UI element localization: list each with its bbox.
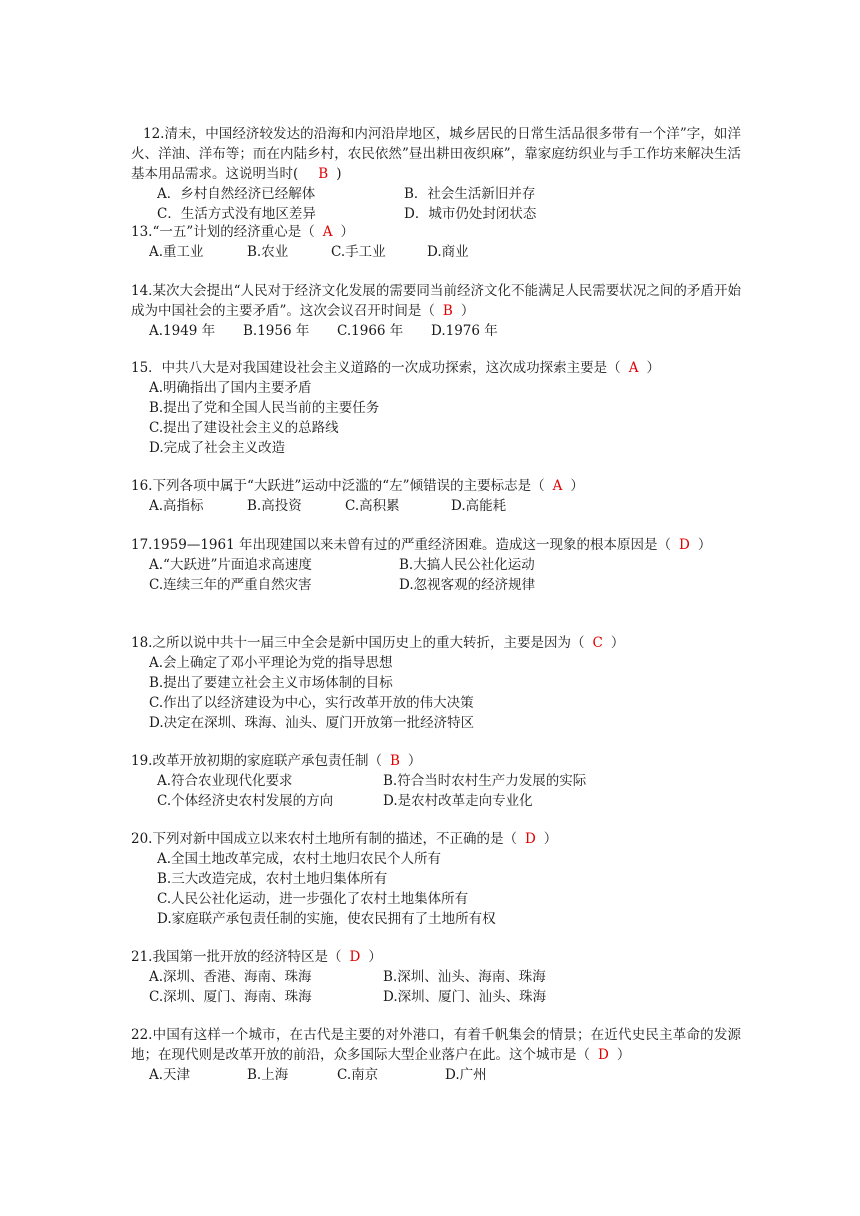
- answer-mark: A: [628, 360, 639, 376]
- option-c: C.高积累: [345, 498, 400, 514]
- option-b: B.农业: [247, 244, 289, 260]
- option-d: D.决定在深圳、珠海、汕头、厦门开放第一批经济特区: [149, 715, 475, 731]
- question-13: [131, 222, 741, 262]
- question-20: [131, 829, 741, 929]
- options: [131, 321, 741, 341]
- option-a: A.天津: [149, 1067, 191, 1083]
- option-c: C.南京: [337, 1067, 379, 1083]
- answer-mark: A: [322, 224, 333, 240]
- question-stem: 19.改革开放初期的家庭联产承包责任制（ B ）: [131, 753, 422, 769]
- option-c: C.提出了建设社会主义的总路线: [149, 420, 339, 436]
- options: [131, 555, 741, 595]
- question-15: [131, 358, 741, 458]
- option-d: D.深圳、厦门、汕头、珠海: [383, 989, 547, 1005]
- option-a: A.高指标: [149, 498, 204, 514]
- option-d: D.1976 年: [431, 323, 498, 339]
- question-19: [131, 751, 741, 811]
- option-b: B.提出了党和全国人民当前的主要任务: [149, 400, 380, 416]
- option-d: D.家庭联产承包责任制的实施，使农民拥有了土地所有权: [157, 911, 496, 927]
- option-c: C.人民公社化运动，进一步强化了农村土地集体所有: [157, 891, 469, 907]
- option-c: C.连续三年的严重自然灾害: [149, 577, 312, 593]
- option-c: C.个体经济史农村发展的方向: [157, 793, 334, 809]
- options: [131, 496, 741, 516]
- option-a: A.全国土地改革完成，农村土地归农民个人所有: [157, 851, 442, 867]
- option-a: A．乡村自然经济已经解体: [157, 186, 316, 202]
- answer-mark: B: [318, 166, 329, 182]
- option-b: B.符合当时农村生产力发展的实际: [383, 773, 587, 789]
- option-b: B.1956 年: [243, 323, 310, 339]
- options: [131, 184, 741, 224]
- option-c: C.1966 年: [337, 323, 404, 339]
- answer-mark: A: [552, 478, 563, 494]
- answer-mark: D: [678, 537, 690, 553]
- question-16: [131, 476, 741, 516]
- option-c: C．生活方式没有地区差异: [157, 206, 316, 222]
- option-b: B.深圳、汕头、海南、珠海: [383, 969, 546, 985]
- answer-mark: B: [389, 753, 400, 769]
- question-stem: 21.我国第一批开放的经济特区是（ D ）: [131, 949, 382, 965]
- question-17: [131, 535, 741, 595]
- option-b: B.高投资: [247, 498, 302, 514]
- question-12: [131, 124, 741, 224]
- option-a: A.深圳、香港、海南、珠海: [149, 969, 312, 985]
- question-stem: 12.清末，中国经济较发达的沿海和内河沿岸地区，城乡居民的日常生活品很多带有一个洋”字，如洋火、洋油、洋布等；而在内陆乡村，农民依然”昼出耕田夜织麻”，靠家庭纺织业与手工作坊来解决生活基本用品需求。这说明当时( B ): [131, 126, 741, 182]
- options: [131, 849, 741, 929]
- option-d: D.是农村改革走向专业化: [383, 793, 533, 809]
- options: [131, 242, 741, 262]
- options: [131, 378, 741, 458]
- question-stem: 18.之所以说中共十一届三中全会是新中国历史上的重大转折，主要是因为（ C ）: [131, 635, 625, 651]
- option-d: D.商业: [427, 244, 469, 260]
- answer-mark: B: [442, 303, 453, 319]
- option-d: D.完成了社会主义改造: [149, 440, 286, 456]
- option-a: A.“大跃进”片面追求高速度: [149, 557, 312, 573]
- question-stem: 20.下列对新中国成立以来农村土地所有制的描述，不正确的是（ D ）: [131, 831, 558, 847]
- question-18: [131, 633, 741, 733]
- question-22: [131, 1025, 741, 1085]
- option-b: B．社会生活新旧并存: [404, 186, 536, 202]
- option-d: D.广州: [445, 1067, 487, 1083]
- question-14: [131, 281, 741, 341]
- option-b: B.大搞人民公社化运动: [399, 557, 535, 573]
- options: [131, 1065, 741, 1085]
- option-d: D．城市仍处封闭状态: [404, 206, 537, 222]
- option-a: A.重工业: [149, 244, 204, 260]
- option-d: D.高能耗: [451, 498, 507, 514]
- answer-mark: D: [349, 949, 361, 965]
- question-stem: 16.下列各项中属于“大跃进”运动中泛滥的“左”倾错误的主要标志是（ A ）: [131, 478, 584, 494]
- question-21: [131, 947, 741, 1007]
- question-stem: 17.1959—1961 年出现建国以来未曾有过的严重经济困难。造成这一现象的根本原因是（ D ）: [131, 537, 712, 553]
- option-b: B.三大改造完成，农村土地归集体所有: [157, 871, 388, 887]
- options: [131, 967, 741, 1007]
- option-b: B.提出了要建立社会主义市场体制的目标: [149, 675, 393, 691]
- question-stem: 13.“一五”计划的经济重心是（ A ）: [131, 224, 355, 240]
- option-c: C.手工业: [331, 244, 386, 260]
- option-d: D.忽视客观的经济规律: [399, 577, 536, 593]
- option-a: A.明确指出了国内主要矛盾: [149, 380, 312, 396]
- question-stem: 22.中国有这样一个城市，在古代是主要的对外港口，有着千帆集会的情景；在近代史民主革命的发源地；在现代则是改革开放的前沿，众多国际大型企业落户在此。这个城市是（ D ）: [131, 1027, 741, 1063]
- option-a: A.符合农业现代化要求: [157, 773, 293, 789]
- question-stem: 14.某次大会提出“人民对于经济文化发展的需要同当前经济文化不能满足人民需要状况之间的矛盾开始成为中国社会的主要矛盾”。这次会议召开时间是（ B ）: [131, 283, 741, 319]
- option-c: C.作出了以经济建设为中心，实行改革开放的伟大决策: [149, 695, 474, 711]
- answer-mark: C: [592, 635, 603, 651]
- options: [131, 771, 741, 811]
- question-stem: 15．中共八大是对我国建设社会主义道路的一次成功探索，这次成功探索主要是（ A ）: [131, 360, 660, 376]
- option-c: C.深圳、厦门、海南、珠海: [149, 989, 312, 1005]
- option-a: A.1949 年: [149, 323, 216, 339]
- options: [131, 653, 741, 733]
- option-b: B.上海: [247, 1067, 289, 1083]
- answer-mark: D: [524, 831, 536, 847]
- option-a: A.会上确定了邓小平理论为党的指导思想: [149, 655, 393, 671]
- answer-mark: D: [598, 1047, 609, 1063]
